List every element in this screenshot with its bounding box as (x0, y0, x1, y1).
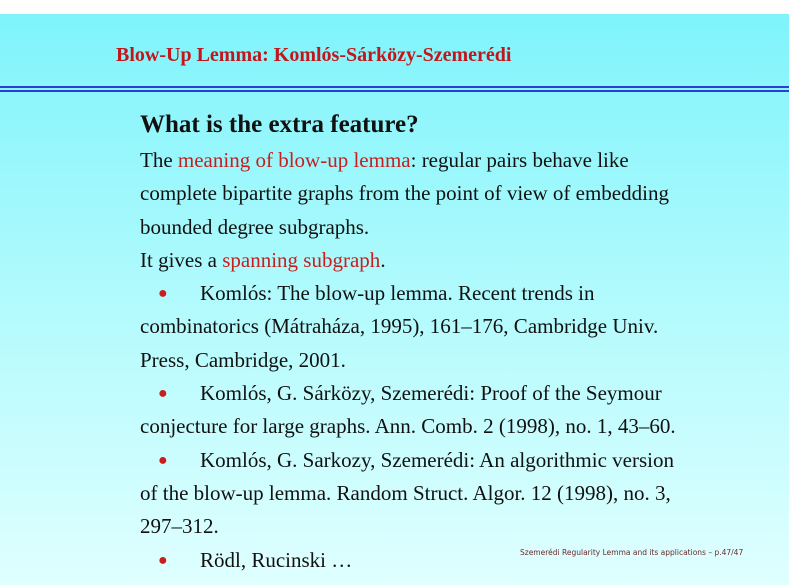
reference-2 (140, 377, 770, 410)
reference-1-first-line: Komlós: The blow-up lemma. Recent trends in (200, 281, 595, 306)
reference-2-continuation-1: conjecture for large graphs. Ann. Comb. 2 (1998), no. 1, 43–60. (140, 414, 676, 439)
intro-line-1 (140, 144, 770, 177)
title-rule-bottom (0, 90, 789, 92)
body-text (140, 144, 770, 577)
slide-footer: Szemerédi Regularity Lemma and its applications – p.47/47 (520, 548, 744, 557)
intro-line-2: complete bipartite graphs from the point of view of embedding (140, 181, 669, 206)
blow-up-lemma-highlight: meaning of blow-up lemma (177, 148, 411, 172)
slide-content (140, 110, 770, 577)
reference-3-continuation-2: 297–312. (140, 514, 219, 539)
intro-prefix: The (140, 148, 178, 172)
intro-suffix: : regular pairs behave like (410, 148, 629, 172)
bullet-icon: ● (158, 451, 168, 469)
spanning-line (140, 244, 770, 277)
spanning-prefix: It gives a (140, 247, 223, 272)
spanning-subgraph-highlight: spanning subgraph (222, 247, 381, 272)
intro-line-3: bounded degree subgraphs. (140, 214, 370, 239)
bullet-icon: ● (158, 551, 168, 569)
bullet-icon: ● (158, 385, 168, 403)
reference-1 (140, 277, 770, 310)
title-rule-top (0, 86, 789, 88)
reference-3-continuation-1: of the blow-up lemma. Random Struct. Algor. 12 (1998), no. 3, (140, 480, 671, 505)
slide (0, 14, 789, 585)
spanning-suffix: . (380, 247, 386, 272)
reference-2-first-line: Komlós, G. Sárközy, Szemerédi: Proof of the Seymour (200, 381, 662, 406)
section-heading: What is the extra feature? (140, 111, 419, 138)
reference-1-continuation-1: combinatorics (Mátraháza, 1995), 161–176, Cambridge Univ. (140, 314, 659, 339)
reference-1-continuation-2: Press, Cambridge, 2001. (140, 347, 346, 372)
reference-3 (140, 444, 770, 477)
reference-3-first-line: Komlós, G. Sarkozy, Szemerédi: An algorithmic version (200, 447, 674, 472)
slide-title: Blow-Up Lemma: Komlós-Sárközy-Szemerédi (116, 44, 512, 66)
reference-4-first-line: Rödl, Rucinski … (200, 547, 353, 572)
bullet-icon: ● (158, 285, 168, 303)
